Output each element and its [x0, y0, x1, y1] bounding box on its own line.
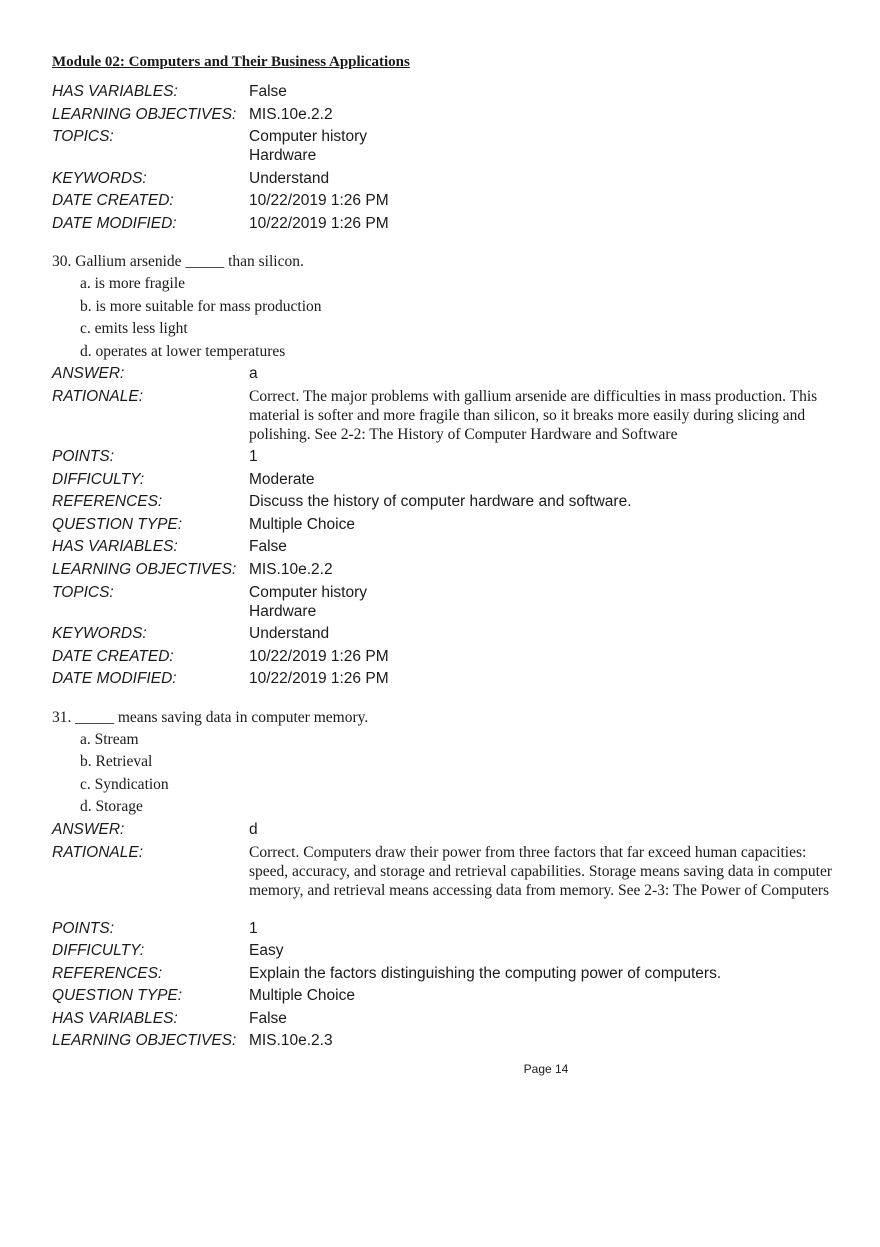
field-value: 10/22/2019 1:26 PM — [249, 214, 389, 232]
field-label: LEARNING OBJECTIVES: — [52, 561, 237, 579]
field-label: DATE CREATED: — [52, 647, 174, 665]
q31-question-type — [52, 986, 842, 1009]
q30-difficulty — [52, 470, 842, 493]
meta-topics — [52, 127, 842, 169]
field-label: LEARNING OBJECTIVES: — [52, 1032, 237, 1050]
field-label: QUESTION TYPE: — [52, 515, 183, 533]
meta-date-created — [52, 191, 842, 214]
field-value: 10/22/2019 1:26 PM — [249, 670, 389, 688]
field-value: False — [249, 1009, 287, 1027]
q30-rationale — [52, 387, 842, 447]
q31-answer — [52, 820, 842, 843]
field-label: RATIONALE: — [52, 843, 144, 861]
page-number: Page 14 — [523, 1062, 569, 1076]
field-value: MIS.10e.2.2 — [249, 105, 333, 123]
q30-date-created — [52, 647, 842, 670]
field-label: POINTS: — [52, 448, 115, 466]
field-value: MIS.10e.2.2 — [249, 561, 333, 579]
field-label: HAS VARIABLES: — [52, 1009, 178, 1027]
field-label: ANSWER: — [52, 820, 125, 838]
question-31-option-b: b. Retrieval — [80, 753, 153, 771]
q31-has-variables — [52, 1009, 842, 1032]
meta-has-variables — [52, 82, 842, 105]
q30-has-variables — [52, 537, 842, 560]
field-label: QUESTION TYPE: — [52, 987, 183, 1005]
field-value: a — [249, 365, 258, 383]
q30-answer — [52, 364, 842, 387]
field-value: Correct. Computers draw their power from three factors that far exceed human capacities: speed, accuracy, and storage and retrieval capabilities. Storage means saving data in computer memory, and retrieval means accessing data from memory. See 2-3: The Power of Computers — [249, 843, 833, 899]
q31-rationale — [52, 843, 842, 919]
field-label: DATE MODIFIED: — [52, 670, 177, 688]
topic-item: Computer history — [249, 128, 368, 146]
field-label: REFERENCES: — [52, 493, 163, 511]
field-value: Understand — [249, 169, 330, 187]
question-30-option-d: d. operates at lower temperatures — [80, 342, 286, 360]
q30-references — [52, 492, 842, 515]
field-value: Correct. The major problems with gallium arsenide are difficulties in mass production. This material is softer and more fragile than silicon, so it breaks more easily during slicing and polishing. See 2-2: The History of Computer Hardware and Software — [249, 388, 818, 444]
q30-question-type — [52, 515, 842, 538]
question-31-option-c: c. Syndication — [80, 775, 169, 793]
q30-topics — [52, 583, 842, 625]
topic-item: Computer history — [249, 583, 368, 601]
field-value: Discuss the history of computer hardware and software. — [249, 493, 632, 511]
q31-difficulty — [52, 941, 842, 964]
question-30-option-a: a. is more fragile — [80, 275, 186, 293]
q31-points — [52, 919, 842, 942]
field-label: HAS VARIABLES: — [52, 538, 178, 556]
topic-item: Hardware — [249, 147, 317, 165]
q30-points — [52, 447, 842, 470]
field-label: DIFFICULTY: — [52, 942, 145, 960]
q30-learning-objectives — [52, 560, 842, 583]
field-label: DATE CREATED: — [52, 192, 174, 210]
meta-learning-objectives — [52, 105, 842, 128]
field-value: Easy — [249, 942, 284, 960]
field-value: Explain the factors distinguishing the computing power of computers. — [249, 964, 722, 982]
meta-date-modified — [52, 214, 842, 237]
field-value: Understand — [249, 625, 330, 643]
question-30-option-c: c. emits less light — [80, 320, 188, 338]
field-value: MIS.10e.2.3 — [249, 1032, 333, 1050]
q30-date-modified — [52, 669, 842, 692]
field-value — [249, 583, 842, 625]
topic-item: Hardware — [249, 602, 317, 620]
field-label: KEYWORDS: — [52, 625, 147, 643]
field-value: 1 — [249, 919, 258, 937]
field-label: TOPICS: — [52, 583, 114, 601]
meta-keywords — [52, 169, 842, 192]
field-label: DATE MODIFIED: — [52, 214, 177, 232]
q31-references — [52, 964, 842, 987]
question-30-text: 30. Gallium arsenide _____ than silicon. — [52, 253, 304, 271]
field-value: Multiple Choice — [249, 987, 355, 1005]
field-value: 1 — [249, 448, 258, 466]
module-title: Module 02: Computers and Their Business Applications — [52, 54, 410, 70]
field-label: HAS VARIABLES: — [52, 83, 178, 100]
field-value: False — [249, 538, 287, 556]
field-value: 10/22/2019 1:26 PM — [249, 647, 389, 665]
field-value: Moderate — [249, 470, 315, 488]
q31-learning-objectives — [52, 1031, 842, 1054]
field-label: KEYWORDS: — [52, 169, 147, 187]
field-label: POINTS: — [52, 919, 115, 937]
field-label: LEARNING OBJECTIVES: — [52, 105, 237, 123]
field-value: 10/22/2019 1:26 PM — [249, 192, 389, 210]
question-30-option-b: b. is more suitable for mass production — [80, 297, 322, 315]
field-label: TOPICS: — [52, 128, 114, 146]
question-31-option-a: a. Stream — [80, 730, 139, 748]
field-value: False — [249, 83, 287, 100]
field-label: DIFFICULTY: — [52, 470, 145, 488]
page-footer — [0, 1062, 880, 1076]
field-value — [249, 127, 842, 169]
field-label: ANSWER: — [52, 365, 125, 383]
field-label: RATIONALE: — [52, 388, 144, 406]
field-label: REFERENCES: — [52, 964, 163, 982]
question-31-text: 31. _____ means saving data in computer memory. — [52, 708, 369, 726]
document-page — [52, 50, 842, 1054]
q30-keywords — [52, 624, 842, 647]
field-value: Multiple Choice — [249, 515, 355, 533]
field-value: d — [249, 820, 258, 838]
question-31-option-d: d. Storage — [80, 798, 143, 816]
